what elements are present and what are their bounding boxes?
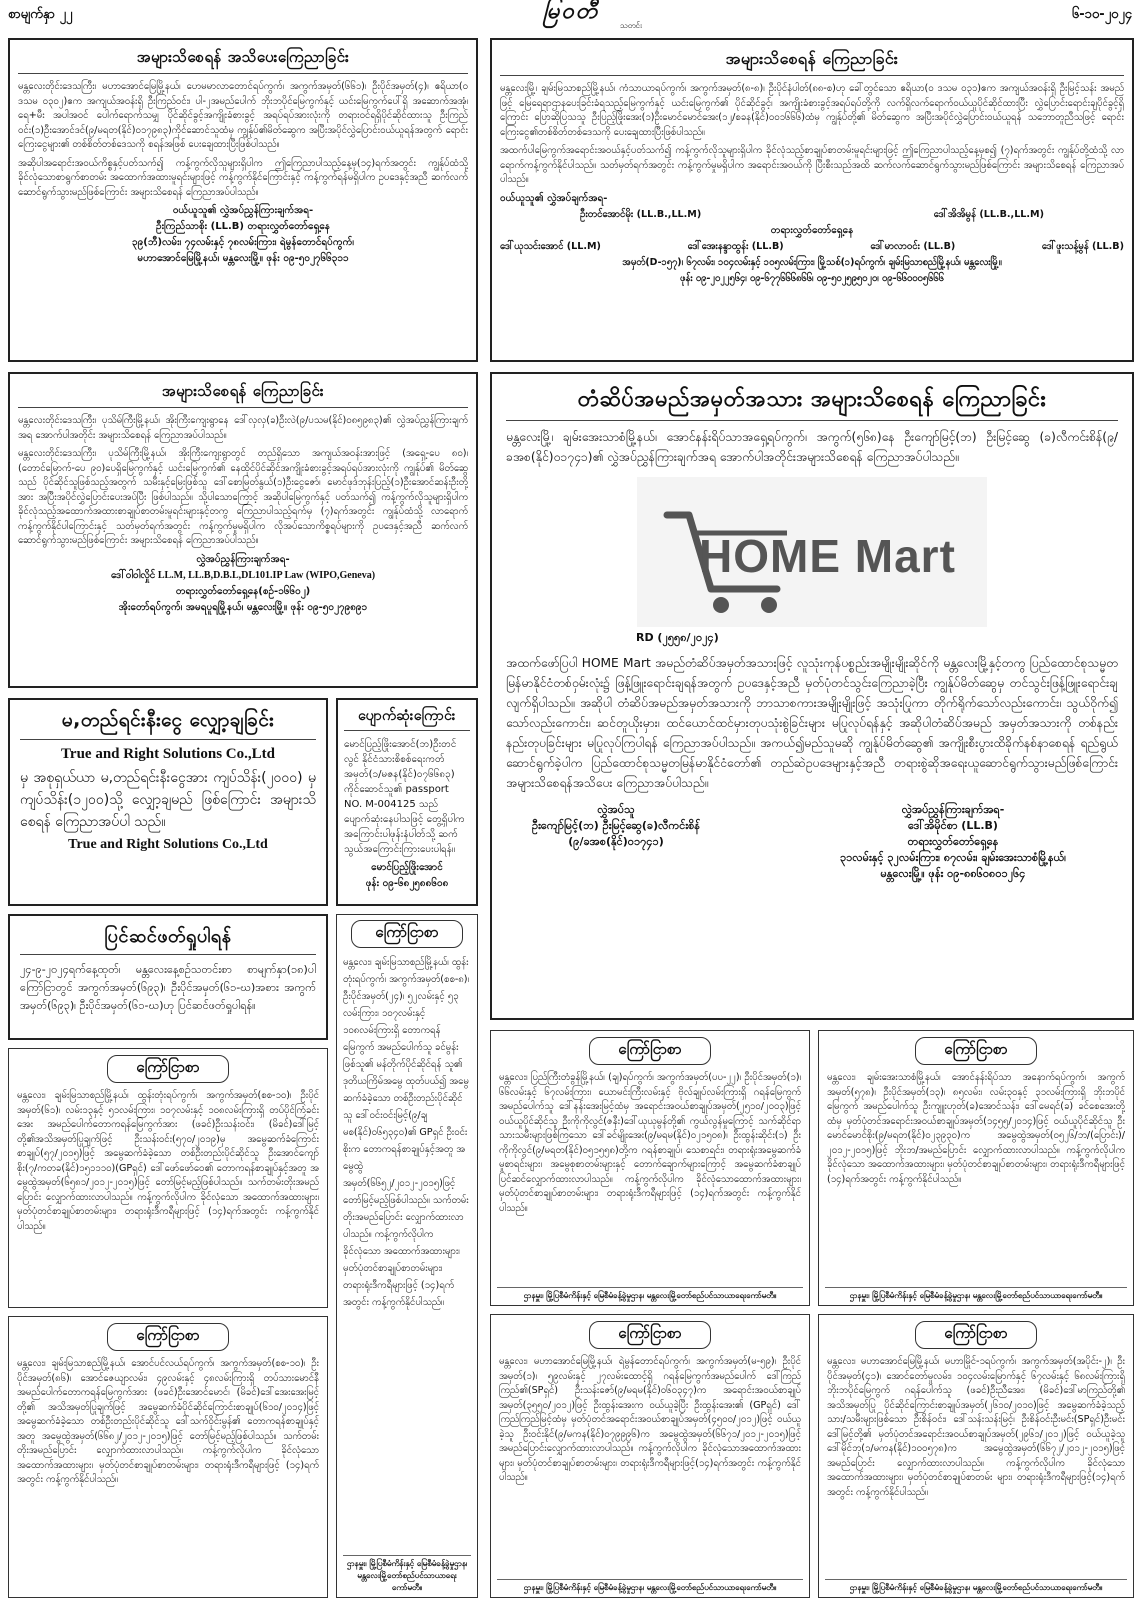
notice-body: အထက်ပါမြေကွက်အရောင်းအဝယ်နှင့်ပတ်သက်၍ ကန့်ကွက်လိုသူများရှိပါက ခိုင်လုံသည့်စာချုပ်စာတမ်းမူရင်းများဖြင့် ဤကြေညာပါသည့်နေ့မှစ၍ (၇)ရက်အတွင်း ကျွန်ုပ်တို့ထံသို့ လာရောက်ကန့်ကွက်နိုင်ပါသည်။ သတ်မှတ်ရက်အတွင်း ကန့်ကွက်မှုမရှိပါက အရောင်းအဝယ်ကို ပြီးစီးသည်အထိ ဆက်လက်ဆောင်ရွက်သွားမည်ဖြစ်ကြောင်း အများသိစေရန် ကြေညာအပ်ပါသည်။ [500,145,1124,185]
ad-body: မန္တလေး၊ ချမ်းမြသာစည်မြို့နယ်၊ ထွန်းတုံးရပ်ကွက်၊ အကွက်အမှတ်(စစ-၁၀)၊ ဦးပိုင်အမှတ်(၆၁)၊ လမ်း၁၃နှင့် ၅၁လမ်းကြား၊ ၁၀၇လမ်းနှင့် ၁၀၈လမ်းကြားရှိ တပ်ပိုင်ကြံခင်းအေး အမည်ပေါက်တောကရန်မြေကွက်အား (ဖခင်)ဦးသန်းဝင်း၊ (မိခင်)ဒေါ်မြင့်တို့၏အသိအမှတ်ပြုချက်ဖြင့် ဦးသန်းဝင်း(၅၇၀/၂၀၁၉)မှ အမွေဆက်ခံကြောင်းစာချုပ်(၅၇/၂၀၁၅)ဖြင့် အမွေဆက်ခံခဲ့သော တစ်ဦးတည်းပိုင်ဆိုင်သူ ဦးအောင်ကျော်စိုး(၇/ကတခ(နိုင်)၁၅၁၁၁၀)(GPရှင်) ဒေါ်ဖော်ဖော်ဝေ၏ တောကရန်စာချုပ်နှင့်အတူ အမွေထွဲအမှတ်(၆၅၈၁/၂၀၁၂-၂၀၁၅)ဖြင့် တော်မြင့်မည့်ဖြစ်ပါသည်။ သက်တမ်းတိုးအမည်ပြောင်း လျှောက်ထားလာပါသည်။ ကန့်ကွက်လိုပါက ခိုင်လုံသော အထောက်အထားများ၊ မှတ်ပုံတင်စာချုပ်စာတမ်းများ၊ တရားရုံးဒီကရီများဖြင့် (၁၄)ရက်အတွင်း ကန့်ကွက်နိုင်ပါသည်။ [17,1090,319,1232]
signature-heading: ဝယ်ယူသူ၏ လွှဲအပ်ချက်အရ- [500,192,608,204]
notice-capital-reduction [8,698,328,906]
ad-tag: ကြော်ငြာစာ [589,1321,711,1349]
signature-name: ဦးကြည်သာစိုး (LL.B) တရားလွှတ်တော်ရှေ့နေ [156,221,330,232]
notice-top-left [8,38,478,362]
lawyer-name: ဒေါ်ယုသင်းအောင် (LL.M) [500,240,601,252]
signature-name: ဦးကျော်မြင့်(ဘ) ဦးမြင့်ဆွေ(ခ)လီကင်းစိန် [531,819,700,832]
ad-body: မန္တလေး၊ ပြည်ကြီးတံခွန်မြို့နယ်၊ (ချ)ရပ်ကွက်၊ အကွက်အမှတ်(ပပ-၂၂)၊ ဦးပိုင်အမှတ်(၁)၊ ၆၆လမ်းနှင့် ၆၇လမ်းကြား၊ ယောမင်းကြီးလမ်းနှင့် ဗိုလ်ချုပ်လမ်းကြားရှိ ဂရန်မြေကွက်အမည်ပေါက်သူ ဒေါ်နန်းအေးမြင့်ထံမှ အရောင်းအဝယ်စာချုပ်အမှတ်(၂၅၁၀/၂၀၀၃)ဖြင့် ဝယ်ယူပိုင်ဆိုင်သူ ဦးကိုကိုလွင်(ဇနီး)ဒေါ်ယုယုမွန်တို့၏ ကွယ်လွန်မှုကြောင့် သက်ဆိုင်ရာ သားသမီးများဖြစ်ကြသော ဒေါ်ခင်မျိုးအေး(၉/မရမ(နိုင်)၀၂၁၅၀၈)၊ ဦးထွန်းဆိုင်း(၁) ဦးကိုကိုလွင်(၉/မရတ(နိုင်)၀၅၁၅၅၈)တို့က ဂရန်စာချုပ်၊ သေစာရင်း၊ တရားရုံးအမွေဆက်ခံမှုစာရင်းများ၊ အမွေစုစာတမ်းများနှင့် တောက်ချောက်များကြောင့် အမွေဆက်ခံစာချုပ် ပြင်ဆင်လျှောက်ထားလာပါသည်။ ကန့်ကွက်လိုပါက ခိုင်လုံသောထောက်အထားများ၊ မှတ်ပုံတင်စာချုပ်စာတမ်းများ၊ တရားရုံးဒီကရီများဖြင့် (၁၄)ရက်အတွင်း ကန့်ကွက်နိုင်ပါသည်။ [499,1072,801,1214]
notice-body: မန္တလေးမြို့၊ ချမ်းမြသာစည်မြို့နယ်၊ ကံသာယာရပ်ကွက်၊ အကွက်အမှတ်(၈-၈)၊ ဦးပိုင်နံပါတ်(၈၈-စ)ဟု ခေါ်တွင်သော ဧရိယာ(၀ ဒသမ ၀၃၁)ဧက အကျယ်အဝန်းရှိ ဦးမြင့်သန်း အမည်ဖြင့် မြေရေရာဌာနပေးခြင်းခံရသည့်မြေကွက်နှင့် ယင်းမြေကွက်၏ ပိုင်ဆိုင်ခွင့်၊ အကျိုးခံစားခွင့်အရပ်ရပ်တို့ကို လက်ရှိလက်ရောက်ဝယ်ယူပိုင်ဆိုင်ထားပြီး လွှဲပြောင်းရောင်းချပိုင်ခွင့်ရှိကြောင်း ပြောဆိုပြသသူ ဦးပြည့်ဖြိုးအေး(၁)ဦးမောင်မောင်အေး(၁၂/စခန(နိုင်)၀၀၁၆၆၆)ထံမှ ကျွန်ုပ်တို့၏ မိတ်ဆွေက အပြီးအပိုင်လွှဲပြောင်းဝယ်ယူရန် သဘောတူညီသဖြင့် ရောင်းကြေးငွေ၏တစ်စိတ်တစ်ဒေသကို ပေးချေထားပြီးဖြစ်ပါသည်။ [500,83,1124,138]
notice-title: အများသိစေရန် ကြေညာခြင်း [18,382,468,408]
signature-heading: လွှဲအပ်သူ [597,803,635,816]
notice-correction [8,914,328,1040]
ad-tag: ကြော်ငြာစာ [107,1323,229,1351]
lawyer-name: ဒေါ်ဖူးသန့်မွန် (LL.B) [1041,240,1124,252]
lawyer-name: ဒေါ်မာလာဝင်း (LL.B) [870,240,956,252]
notice-title: တံဆိပ်အမည်အမှတ်အသား အများသိစေရန် ကြေညာခြင်း [506,384,1118,421]
ad-body: မန္တလေး၊ ချမ်းအေးသာစံမြို့နယ်၊ အောင်နန်းရိပ်သာ အနောက်ရပ်ကွက်၊ အကွက်အမှတ်(၅၇၈)၊ ဦးပိုင်အမှတ်(၁၃)၊ ၈၅လမ်း၊ လမ်း၃၀နှင့် ၃၁လမ်းကြားရှိ ဘိုးဘပိုင်မြေကွက် အမည်ပေါက်သူ ဦးကျူးဟုတ်(ခ)အောင်သန်း၊ ဒေါ်မေရင်(ခ) ခင်စေအေးတို့ထံမှ မှတ်ပုံတင်အရောင်းအဝယ်စာချုပ်အမှတ်(၁၄၅၅/၂၀၁၄)ဖြင့် ဝယ်ယူပိုင်ဆိုင်သူ ဦးမောင်မောင်စိုး(၉/မရတ(နိုင်)၀၂၃၉၃၀)က အမွေထွဲအမှတ်(၀၅၂၆/ဘ/(ပြောင်း)/၂၀၁၂-၂၀၁၅)ဖြင့် ဘိုးဘ/အမည်ပြောင်း လျှောက်ထားလာပါသည်။ ကန့်ကွက်လိုပါက ခိုင်လုံသော အထောက်အထားများ၊ မှတ်ပုံတင်စာချုပ်စာတမ်းများ၊ တရားရုံးဒီကရီများဖြင့် (၁၄)ရက်အတွင်း ကန့်ကွက်နိုင်ပါသည်။ [827,1072,1125,1185]
signature-right [788,801,1118,883]
lawyer-title: တရားလွှတ်တော်ရှေ့နေ [770,224,854,236]
ad-body: မန္တလေး၊ မဟာအောင်မြေမြို့နယ်၊ ရဲမွန်တောင်ရပ်ကွက်၊ အကွက်အမှတ်(မ-၅၉)၊ ဦးပိုင်အမှတ်(၁)၊ ၅၉လမ်းနှင့် ၂၇လမ်းထောင့်ရှိ ဂရန်မြေကွက်အမည်ပေါက် ဒေါ်ကြည်ကြည်၏(SPရှင်) ဦးသန်းဇော်(၉/မရမ(နိုင်)၀၆၀၃၄၇)က အရောင်းအဝယ်စာချုပ်အမှတ်(၃၅၅၀/၂၀၁၂)ဖြင့် ဦးထွန်းအေးက ဝယ်ယူခဲ့ပြီး ဦးထွန်းအေး၏ (GPရှင်) ဒေါ်ကြည်ကြည်မြင့်ထံမှ မှတ်ပုံတင်အရောင်းအဝယ်စာချုပ်အမှတ်(၄၅၀၀/၂၀၁၂)ဖြင့် ဝယ်ယူခဲ့သူ ဦးဝင်းနိုင်(၉/မကန(နိုင်)၀၇၉၉၉၆)က အမွေထွဲအမှတ်(၆၆၇၁/၂၀၁၂-၂၀၁၅)ဖြင့် အမည်ပြောင်းလျှောက်ထားလာပါသည်။ ကန့်ကွက်လိုပါက ခိုင်လုံသောအထောက်အထားများ၊ မှတ်ပုံတင်စာချုပ်စာတမ်းများ၊ တရားရုံးဒီကရီများဖြင့်(၁၄)ရက်အတွင်း ကန့်ကွက်နိုင်ပါသည်။ [499,1356,801,1483]
signature-title: တရားလွှတ်တော်ရှေ့နေ [907,835,999,848]
signature-address: ၃၉(ဘီ)လမ်း၊ ၇၄လမ်းနှင့် ၇၈လမ်းကြား၊ ရဲမွန်တောင်ရပ်ကွက်၊ [132,237,354,248]
notice-body: အထက်ဖော်ပြပါ HOME Mart အမည်တံဆိပ်အမှတ်အသားဖြင့် လူသုံးကုန်ပစ္စည်းအမျိုးမျိုးဆိုင်ကို မန္တလေးမြို့နှင့်တကွ ပြည်ထောင်စုသမ္မတမြန်မာနိုင်ငံတစ်ဝှမ်းလုံး၌ ဖြန့်ဖြူးရောင်းချရန်အတွက် ဥပဒေနှင့်အညီ မှတ်ပုံတင်သွင်းကြေညာခဲ့ပြီး ကျွန်ုပ်မိတ်ဆွေမှ တင်သွင်းဖြန့်ဖြူးရောင်းချလျက်ရှိပါသည်။ အဆိုပါ တံဆိပ်အမည်အမှတ်အသားကို ဘာသာစကားအမျိုးမျိုးဖြင့် အသုံးပြုကာ တိုက်ရိုက်သော်လည်းကောင်း၊ သွယ်ဝိုက်၍ သော်လည်းကောင်း၊ ဆင်တူယိုးမှား၊ ထင်ယောင်ထင်မှားတုပသုံးစွဲခြင်းများ မပြုလုပ်ရန်နှင့် အဆိုပါတံဆိပ်အမည် အမှတ်အသားကို တစ်နည်းနည်းတုပခြင်းများ မပြုလုပ်ကြပါရန် ကြေညာအပ်ပါသည်။ အကယ်၍မည်သူမဆို ကျွန်ုပ်မိတ်ဆွေ၏ အကျိုးစီးပွားထိခိုက်နစ်နာစေရန် ရည်ရွယ်ဆောင်ရွက်ခဲ့ပါက ပြည်ထောင်စုသမ္မတမြန်မာနိုင်ငံတော်၏ တည်ဆဲဥပဒေများနှင့်အညီ တရားစွဲဆိုအရေးယူဆောင်ရွက်သွားမည်ဖြစ်ကြောင်း အများသိစေရန်အသိပေး ကြေညာအပ်ပါသည်။ [506,656,1118,790]
masthead-title: မြဝတီ [542,0,600,24]
notice-title: မ,တည်ရင်းနီးငွေ လျှော့ချခြင်း [20,708,316,740]
notice-body: ၂၄-၉-၂၀၂၄ရက်နေ့ထုတ်၊ မန္တလေးနေ့စဉ်သတင်းစာ စာမျက်နှာ(၁၈)ပါကြော်ငြာတွင် အကွက်အမှတ်(၆၉၃)၊ ဦးပိုင်အမှတ်(၆၁-ဃ)အစား အကွက်အမှတ်(၆၉၃)၊ ဦးပိုင်အမှတ်(၆၁-ဃ)ဟု ပြင်ဆင်ဖတ်ရှုပါရန်။ [20,963,316,1012]
company-name: True and Right Solutions Co.,Ltd [68,837,268,852]
home-mart-logo [637,477,987,627]
signature-phone: ဖုန်း ၀၉-၂၀၂၂၅၆၄၊ ၀၉-၆၇၇၆၆၆၈၆၆၊ ၀၉-၅၀၂၅၉၅၀၂၀၊ ၀၉-၆၆၀၀၀၅၆၆၆ [680,272,944,284]
signature-address: မဟာအောင်မြေမြို့နယ်၊ မန္တလေးမြို့။ ဖုန်း ၀၉-၅၀၂၇၆၆၃၁၁ [137,253,349,264]
notice-title: ပြင်ဆင်ဖတ်ရှုပါရန် [20,924,316,955]
notice-top-right [490,38,1134,362]
logo-text: HOME Mart [699,530,956,582]
signature-id: (၉/ခအစ(နိုင်)၀၁၇၄၁) [568,835,664,848]
notice-body: မှ အစုရှယ်ယာ မ,တည်ရင်းနီးငွေအား ကျပ်သိန်း(၂၀၀၀) မှ ကျပ်သိန်း(၁၂၀၀)သို့ လျှော့ချမည် ဖြစ်ကြောင်း အများသိစေရန် ကြေညာအပ်ပါ သည်။ [20,770,316,830]
page-header [0,0,1142,34]
ad-tag: ကြော်ငြာစာ [915,1037,1037,1065]
signature-left [506,801,726,883]
ad-body: မန္တလေး၊ မဟာအောင်မြေမြို့နယ်၊ မဟာမြိုင်-၁ရပ်ကွက်၊ အကွက်အမှတ်(အပိုင်း-၂)၊ ဦးပိုင်အမှတ်(၄၁)၊ အောင်တော်မှုလမ်း၊ ၁၀၄လမ်းမြောက်နှင့် ၆၇လမ်းနှင့် ၆၈လမ်းကြားရှိ ဘိုးဘပိုင်မြေကွက် ဂရန်ပေါက်သူ (ဖခင်)ဦးညီအေး၊ (မိခင်)ဒေါ်မာကြည်တို့၏ အသိအမှတ်ပြု ပိုင်ဆိုင်ကြောင်းစာချုပ်အမှတ်(၂၆၁၀/၂၀၁၀)ဖြင့် အမွေဆက်ခံခဲ့သည့် သား/သမီးများဖြစ်သော ဦးစိန်ဝင်း၊ ဒေါ်သန်းသန်းမြင့်၊ ဦးစိန်ဝင်းဦးမင်း(SPရှင်)ဦးမင်းဒေါ်မြင့်တို့၏ မှတ်ပုံတင်အရောင်းအဝယ်စာချုပ်အမှတ်(၂၉၆၁/၂၀၁၂)ဖြင့် ဝယ်ယူခဲ့သူ ဒေါ်မိုင်ဘု(၁/မကန(နိုင်)၁၀၀၅၇၈)က အမွေထွဲအမှတ်(၆၆၇၂/၂၀၁၂-၂၀၁၅)ဖြင့် အမည်ပြောင်း လျှောက်ထားလာပါသည်။ ကန့်ကွက်လိုပါက ခိုင်လုံသောအထောက်အထားများ၊ မှတ်ပုံတင်စာချုပ်စာတမ်း များ၊ တရားရုံးဒီကရီများဖြင့်(၁၄)ရက်အတွင်း ကန့်ကွက်နိုင်ပါသည်။ [827,1356,1125,1498]
notice-body: မန္တလေးတိုင်းဒေသကြီး၊ ပုသိမ်ကြီးမြို့နယ်၊ အိုးကြီးကျေးရွာတွင် တည်ရှိသော အကျယ်အဝန်းအားဖြင့် (အရှေ့-ပေ ၈၀)၊ (တောင်မြောက်-ပေ ၉၀)ပေရှိမြေကွက်နှင့် ယင်းမြေကွက်၏ နေထိုင်ပိုင်ဆိုင်အကျိုးခံစားခွင့်အရပ်ရပ်အားလုံးကို ကျွန်ုပ်၏ မိတ်ဆွေသည် ပိုင်ဆိုင်သူဖြစ်သည့်အတွက် သမီးနှင့်မြေးဖြစ်သူ ဒေါ်စောမြတ်နွယ်(၁)ဦးငွေဇော်၊ မောင်ဖုဒ်ဘုန်းပြည့်(၁)ဦးအောင်ဆန်းဦးတို့အား အပြီးအပိုင်လွှဲပြောင်းပေးအပ်ပြီး ဖြစ်ပါသည်။ သို့ပါသောကြောင့် အဆိုပါမြေကွက်နှင့် ပတ်သက်၍ ကန့်ကွက်လိုသူများရှိပါက ခိုင်လုံသည့်အထောက်အထားစာချုပ်စာတမ်းမူရင်းများနှင့်တကွ ကြေညာပါသည့်ရက်မှ (၇)ရက်အတွင်း ကျွန်ုပ်ထံသို့ လာရောက်ကန့်ကွက်နိုင်ပါကြောင်းနှင့် သတ်မှတ်ရက်အတွင်း ကန့်ကွက်မှုမရှိပါက လိုအပ်သောကိစ္စရပ်များကို ဥပဒေနှင့်အညီ ဆက်လက်ဆောင်ရွက်သွားမည်ဖြစ်ကြောင်း အများသိစေရန် ကြေညာအပ်ပါသည်။ [18,448,468,546]
signature-phone: ဖုန်း ၀၉-၆၈၂၅၈၈၆၀၈ [365,878,449,889]
masthead-sub: သတင်း [620,21,642,30]
page-date: ၆-၁၀-၂၀၂၄ [1071,7,1132,22]
signature-heading: လွှဲအပ်ညွှန်ကြားချက်အရ- [196,553,290,565]
ad-tag: ကြော်ငြာစာ [351,920,463,948]
signature-name: ဒေါ်ဝါဝါလှိုင် LL.M, LL.B,D.B.L,DL101.IP Law (WIPO,Geneva) [110,569,376,581]
masthead [500,0,642,32]
ad-tag: ကြော်ငြာစာ [589,1037,711,1065]
signature-heading: ဝယ်ယူသူ၏ လွှဲအပ်ညွှန်ကြားချက်အရ- [172,205,314,216]
lawyer-name: ဒေါ်အိအိမွန် (LL.B.,LL.M) [933,208,1044,220]
ad-footer: ဌာနမှူး၊ မြို့ပြစီမံကိန်းနှင့် မြေစီမံခန့်ခွဲမှုဌာန၊ မန္တလေးမြို့တော်စည်ပင်သာယာရေးကော်မတီ။ [497,1579,803,1594]
notice-title: ပျောက်ဆုံးကြောင်း [344,706,470,731]
signature-address: အိုးတော်ရပ်ကွက်၊ အမရပူရမြို့နယ်၊ မန္တလေးမြို့။ ဖုန်း ၀၉-၅၀၂၇၉၈၉၁ [118,601,368,613]
signature-name: မောင်ပြည့်ဖြိုးအောင် [371,862,443,873]
signature-title: တရားလွှတ်တော်ရှေ့နေ(စဉ်-၁၆၆၀၂) [175,585,311,597]
signature-block [506,801,1118,883]
notice-middle-left [8,372,478,688]
ad-body: မန္တလေး၊ ချမ်းမြသာစည်မြို့နယ်၊ ထွန်းတုံးရပ်ကွက်၊ အကွက်အမှတ်(စစ-၈)၊ ဦးပိုင်အမှတ်(၂၄)၊ ၅၂လမ်းနှင့် ၅၃ လမ်းကြား၊ ၁၀၇လမ်းနှင့် ၁၀၈လမ်းကြားရှိ တောကရန်မြေကွက် အမည်ပေါက်သူ ခင်မွန်းဖြစ်သူ၏ မန်တိုက်ပိုင်ဆိုင်ရန် သူ၏ ဒုတိယကြိမ်အမွေ ထုတ်ပယ်၍ အမွေဆက်ခံခဲ့သော တစ်ဦးတည်းပိုင်ဆိုင်သူ ဒေါ်ဝင်းဝင်းမြင့်(၉/ချမစ(နိုင်)၀၆၅၃၄၀)၏ GPရှင် ဦးဝင်းစိုးက တောကရန်စာချုပ်နှင့်အတူ အမွေထွဲအမှတ်(၆၆၅၂/၂၀၁၂-၂၀၁၅)ဖြင့် တော်မြင့်မည့်ဖြစ်ပါသည်။ သက်တမ်းတိုးအမည်ပြောင်း လျှောက်ထားလာပါသည်။ ကန့်ကွက်လိုပါက ခိုင်လုံသော အထောက်အထားများ၊ မှတ်ပုံတင်စာချုပ်စာတမ်းများ၊ တရားရုံးဒီကရီများဖြင့် (၁၄)ရက်အတွင်း ကန့်ကွက်နိုင်ပါသည်။ [343,957,470,1308]
registration-number: RD (၂၅၅၈/၂၀၂၄) [636,631,719,644]
notice-body: မောင်ပြည့်ဖြိုးအောင်(ဘ)ဦးတင်လွင် နိုင်ငံသားစိစစ်ရေးကတ်အမှတ်(၁/မဇန(နိုင်)၀၇၆၆၈၃) ကိုင်ဆောင်သူ၏ passport NO. M-004125 သည် ပျောက်ဆုံးနေပါသဖြင့် တွေ့ရှိပါက အကြောင်းပါဖုန်းနံပါတ်သို့ ဆက်သွယ်အကြောင်းကြားပေးပါရန်။ [344,739,465,855]
ad-tag: ကြော်ငြာစာ [107,1055,229,1083]
ad-tag: ကြော်ငြာစာ [915,1321,1037,1349]
signature-heading: လွှဲအပ်ညွှန်ကြားချက်အရ- [901,803,1005,816]
signature-address: ၃၁လမ်းနှင့် ၃၂လမ်းကြား၊ ၈၇လမ်း၊ ချမ်းအေးသာစံမြို့နယ်၊ [839,851,1066,864]
ad-footer: ဌာနမှူး၊ မြို့ပြစီမံကိန်းနှင့် မြေစီမံခန့်ခွဲမှုဌာန၊ မန္တလေးမြို့တော်စည်ပင်သာယာရေးကော်မတီ။ [343,1555,471,1594]
notice-title: အများသိစေရန် ကြေညာခြင်း [500,48,1124,76]
ad-footer: ဌာနမှူး၊ မြို့ပြစီမံကိန်းနှင့် မြေစီမံခန့်ခွဲမှုဌာန၊ မန္တလေးမြို့တော်စည်ပင်သာယာရေးကော်မတီ။ [497,1287,803,1302]
signature-name: ဒေါ်အိမိုင်စာ (LL.B) [908,819,998,832]
notice-body: မန္တလေးတိုင်းဒေသကြီး၊ ပုသိမ်ကြီးမြို့နယ်၊ အိုးကြီးကျေးရွာနေ ဒေါ်လှလှ(ခ)ဦးလဲ(၉/ပသမ(နိုင်)၀၈၅၉၈၃)၏ လွှဲအပ်ညွှန်ကြားချက်အရ အောက်ပါအတိုင်း အများသိစေရန် ကြေညာအပ်ပါသည်။ [18,415,468,441]
classified-ad [490,1314,810,1598]
company-name: True and Right Solutions Co.,Ltd [61,746,275,762]
classified-ad [8,1316,328,1598]
notice-body: အဆိုပါအရောင်းအဝယ်ကိစ္စနှင့်ပတ်သက်၍ ကန့်ကွက်လိုသူများရှိပါက ဤကြေညာပါသည့်နေ့မှ(၁၄)ရက်အတွင်း ကျွန်ုပ်ထံသို့ ခိုင်လုံသောစာရွက်စာတမ်း အထောက်အထားမူရင်းများဖြင့် ကန့်ကွက်နိုင်ကြောင်းနှင့် ကန့်ကွက်ရန်မရှိပါက ဥပဒေနှင့်အညီ ဆက်လက်ဆောင်ရွက်သွားမည်ဖြစ်ကြောင်း အများသိစေရန် ကြေညာအပ်ပါသည်။ [18,157,468,198]
ad-body: မန္တလေး၊ ချမ်းမြသာစည်မြို့နယ်၊ အောင်ပင်လယ်ရပ်ကွက်၊ အကွက်အမှတ်(စစ-၁၀)၊ ဦးပိုင်အမှတ်(၈၆)၊ အောင်ဇေယျာလမ်း၊ ၄၉လမ်းနှင့် ၄၈လမ်းကြားရှိ တပ်သားမောင်နီ အမည်ပေါက်တောကရန်မြေကွက်အား (ဖခင်)ဦးအောင်မောင်၊ (မိခင်)ဒေါ်အေးအေးမြင့်တို့၏ အသိအမှတ်ပြုချက်ဖြင့် အမွေဆက်ခံပိုင်ဆိုင်ကြောင်းစာချုပ်(၆၁၀/၂၀၁၄)ဖြင့် အမွေဆက်ခံခဲ့သော တစ်ဦးတည်းပိုင်ဆိုင်သူ ဒေါ်သက်ဝိုင်းမွန်၏ တောကရန်စာချုပ်နှင့်အတူ အမွေထွဲအမှတ်(၆၆၈၂/၂၀၁၂-၂၀၁၅)ဖြင့် တော်မြင့်မည့်ဖြစ်ပါသည်။ သက်တမ်းတိုးအမည်ပြောင်း လျှောက်ထားလာပါသည်။ ကန့်ကွက်လိုပါက ခိုင်လုံသောအထောက်အထားများ၊ မှတ်ပုံတင်စာချုပ်စာတမ်းများ၊ တရားရုံးဒီကရီများဖြင့် (၁၄)ရက်အတွင်း ကန့်ကွက်နိုင်ပါသည်။ [17,1358,319,1485]
classified-ad [8,1048,328,1308]
ad-footer: ဌာနမှူး၊ မြို့ပြစီမံကိန်းနှင့် မြေစီမံခန့်ခွဲမှုဌာန၊ မန္တလေးမြို့တော်စည်ပင်သာယာရေးကော်မတီ။ [825,1287,1127,1302]
lawyer-name: ဒေါ်အေးနန္ဒာထွန်း (LL.B) [687,240,784,252]
notice-lost-passport [336,698,478,906]
lawyer-name: ဦးတင်အောင်မိုး (LL.B.,LL.M) [580,208,702,220]
signature-row [500,240,1124,254]
notice-body: မန္တလေးတိုင်းဒေသကြီး၊ မဟာအောင်မြေမြို့နယ်၊ ဟေမမာလာတောင်ရပ်ကွက်၊ အကွက်အမှတ်(၆၆၁)၊ ဦးပိုင်အမှတ်(၄)၊ ဧရိယာ(၀ ဒသမ ၀၃၀၂)ဧက အကျယ်အဝန်းရှိ ဦးကြည်ဝင်း၊ ပါ-၂အမည်ပေါက် ဘိုးဘပိုင်မြေကွက်နှင့် ယင်းမြေကွက်ပေါ်ရှိ အဆောက်အအုံ၊ ရေ+မီး အပါအဝင် ပေါက်ရောက်သမျှ ပိုင်ဆိုင်ခွင့်အကျိုးခံစားခွင့် အရပ်ရပ်အားလုံးကို တရားဝင်ရရှိပိုင်ဆိုင်ထားသူ ဦးကြည်ဝင်း(၁)ဦးအောင်ဒင်(၉/မရတ(နိုင်)၀၁၇၉၈၃)ကိုင်ဆောင်သူထံမှ ကျွန်ုပ်၏မိတ်ဆွေက အပြီးအပိုင်လွှဲပြောင်းဝယ်ယူရန်အတွက် ရောင်းကြေးငွေများ၏ တစ်စိတ်တစ်ဒေသကို စရန်အဖြစ် ပေးချေထားပြီးဖြစ်ပါသည်။ [18,81,468,150]
notice-title: အများသိစေရန် အသိပေးကြေညာခြင်း [18,48,468,74]
classified-ad [490,1030,810,1306]
notice-body: မန္တလေးမြို့၊ ချမ်းအေးသာစံမြို့နယ်၊ အောင်နန်းရိပ်သာအရှေ့ရပ်ကွက်၊ အကွက်(၅၆၈)နေ ဦးကျော်မြင့်(ဘ) ဦးမြင့်ဆွေ (ခ)လီကင်းစိန်(၉/ခအစ(နိုင်)၀၁၇၄၁)၏ လွှဲအပ်ညွှန်ကြားချက်အရ အောက်ပါအတိုင်းအများသိစေရန် ကြေညာအပ်ပါသည်။ [506,430,1118,464]
ad-footer: ဌာနမှူး၊ မြို့ပြစီမံကိန်းနှင့် မြေစီမံခန့်ခွဲမှုဌာန၊ မန္တလေးမြို့တော်စည်ပင်သာယာရေးကော်မတီ။ [825,1579,1127,1594]
signature-phone: မန္တလေးမြို့။ ဖုန်း ၀၉-၈၈၆၀၈၀၁၂၆၄ [880,867,1026,880]
classified-ad [336,914,478,1598]
signature-row [500,208,1124,222]
classified-ad [818,1030,1134,1306]
signature-address: အမှတ်(D-၁၅၇)၊ ၆၇လမ်း၊ ၁၀၄လမ်းနှင့် ၁၀၅လမ်းကြား၊ မြို့သစ်(၁)ရပ်ကွက်၊ ချမ်းမြသာစည်မြို့နယ်၊ မန္တလေးမြို့။ [622,256,1002,268]
page-label: စာမျက်နှာ ၂၂ [8,7,73,22]
notice-trademark [490,372,1134,1020]
classified-ad [818,1314,1134,1598]
